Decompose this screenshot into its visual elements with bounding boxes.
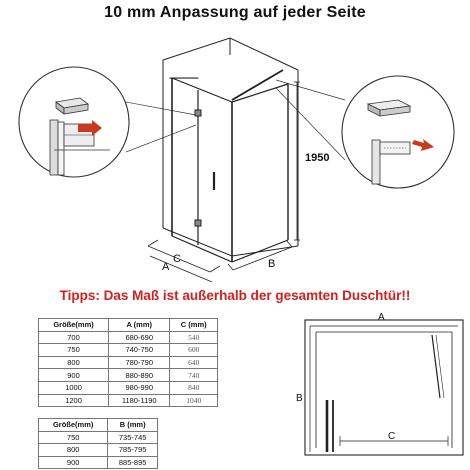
- iso-label-b: B: [268, 258, 276, 270]
- table-cell: 1000: [39, 381, 109, 394]
- height-label: 1950: [305, 152, 330, 164]
- table-cell: 780-790: [109, 356, 170, 369]
- table-cell: 800: [39, 444, 108, 457]
- table-header-row: [39, 319, 218, 332]
- table-cell: 540: [170, 331, 218, 344]
- table-row: [39, 369, 218, 382]
- table-header: Größe(mm): [39, 419, 108, 432]
- table-header: A (mm): [109, 319, 170, 332]
- table-cell: 880-890: [109, 369, 170, 382]
- table-cell: 885-895: [108, 456, 158, 469]
- table-cell: 900: [39, 369, 109, 382]
- table-row: [39, 456, 158, 469]
- table-header: B (mm): [108, 419, 158, 432]
- table-cell: 1040: [170, 394, 218, 407]
- iso-label-c: C: [173, 253, 181, 265]
- table-cell: 840: [170, 381, 218, 394]
- plan-label-c: C: [388, 431, 396, 442]
- table-cell: 600: [170, 344, 218, 357]
- page-title: 10 mm Anpassung auf jeder Seite: [104, 4, 366, 21]
- table-header: C (mm): [170, 319, 218, 332]
- enclosure-isometric: [163, 38, 298, 262]
- right-detail-circle: [342, 76, 454, 188]
- table-row: [39, 381, 218, 394]
- table-header-row: [39, 419, 158, 432]
- plan-view: [305, 320, 463, 455]
- table-header: Größe(mm): [39, 319, 109, 332]
- size-table-b: [38, 418, 158, 469]
- iso-label-a: A: [162, 261, 170, 273]
- table-cell: 900: [39, 456, 108, 469]
- plan-label-a: A: [378, 312, 385, 323]
- tip-text: Tipps: Das Maß ist außerhalb der gesamten Duschtür!!: [59, 288, 411, 303]
- table-cell: 785-795: [108, 444, 158, 457]
- table-row: [39, 331, 218, 344]
- table-row: [39, 344, 218, 357]
- size-table-a-c: [38, 318, 218, 407]
- plan-label-b: B: [296, 393, 303, 404]
- table-cell: 740-750: [109, 344, 170, 357]
- table-cell: 980-990: [109, 381, 170, 394]
- table-row: [39, 431, 158, 444]
- height-dimension: [294, 82, 300, 240]
- left-detail-circle: [19, 67, 129, 177]
- table-cell: 800: [39, 356, 109, 369]
- table-row: [39, 356, 218, 369]
- table-row: [39, 444, 158, 457]
- table-cell: 1180-1190: [109, 394, 170, 407]
- table-cell: 640: [170, 356, 218, 369]
- table-cell: 700: [39, 331, 109, 344]
- table-cell: 740: [170, 369, 218, 382]
- table-row: [39, 394, 218, 407]
- table-cell: 1200: [39, 394, 109, 407]
- table-cell: 680-690: [109, 331, 170, 344]
- table-cell: 750: [39, 344, 109, 357]
- table-cell: 735-745: [108, 431, 158, 444]
- table-cell: 750: [39, 431, 108, 444]
